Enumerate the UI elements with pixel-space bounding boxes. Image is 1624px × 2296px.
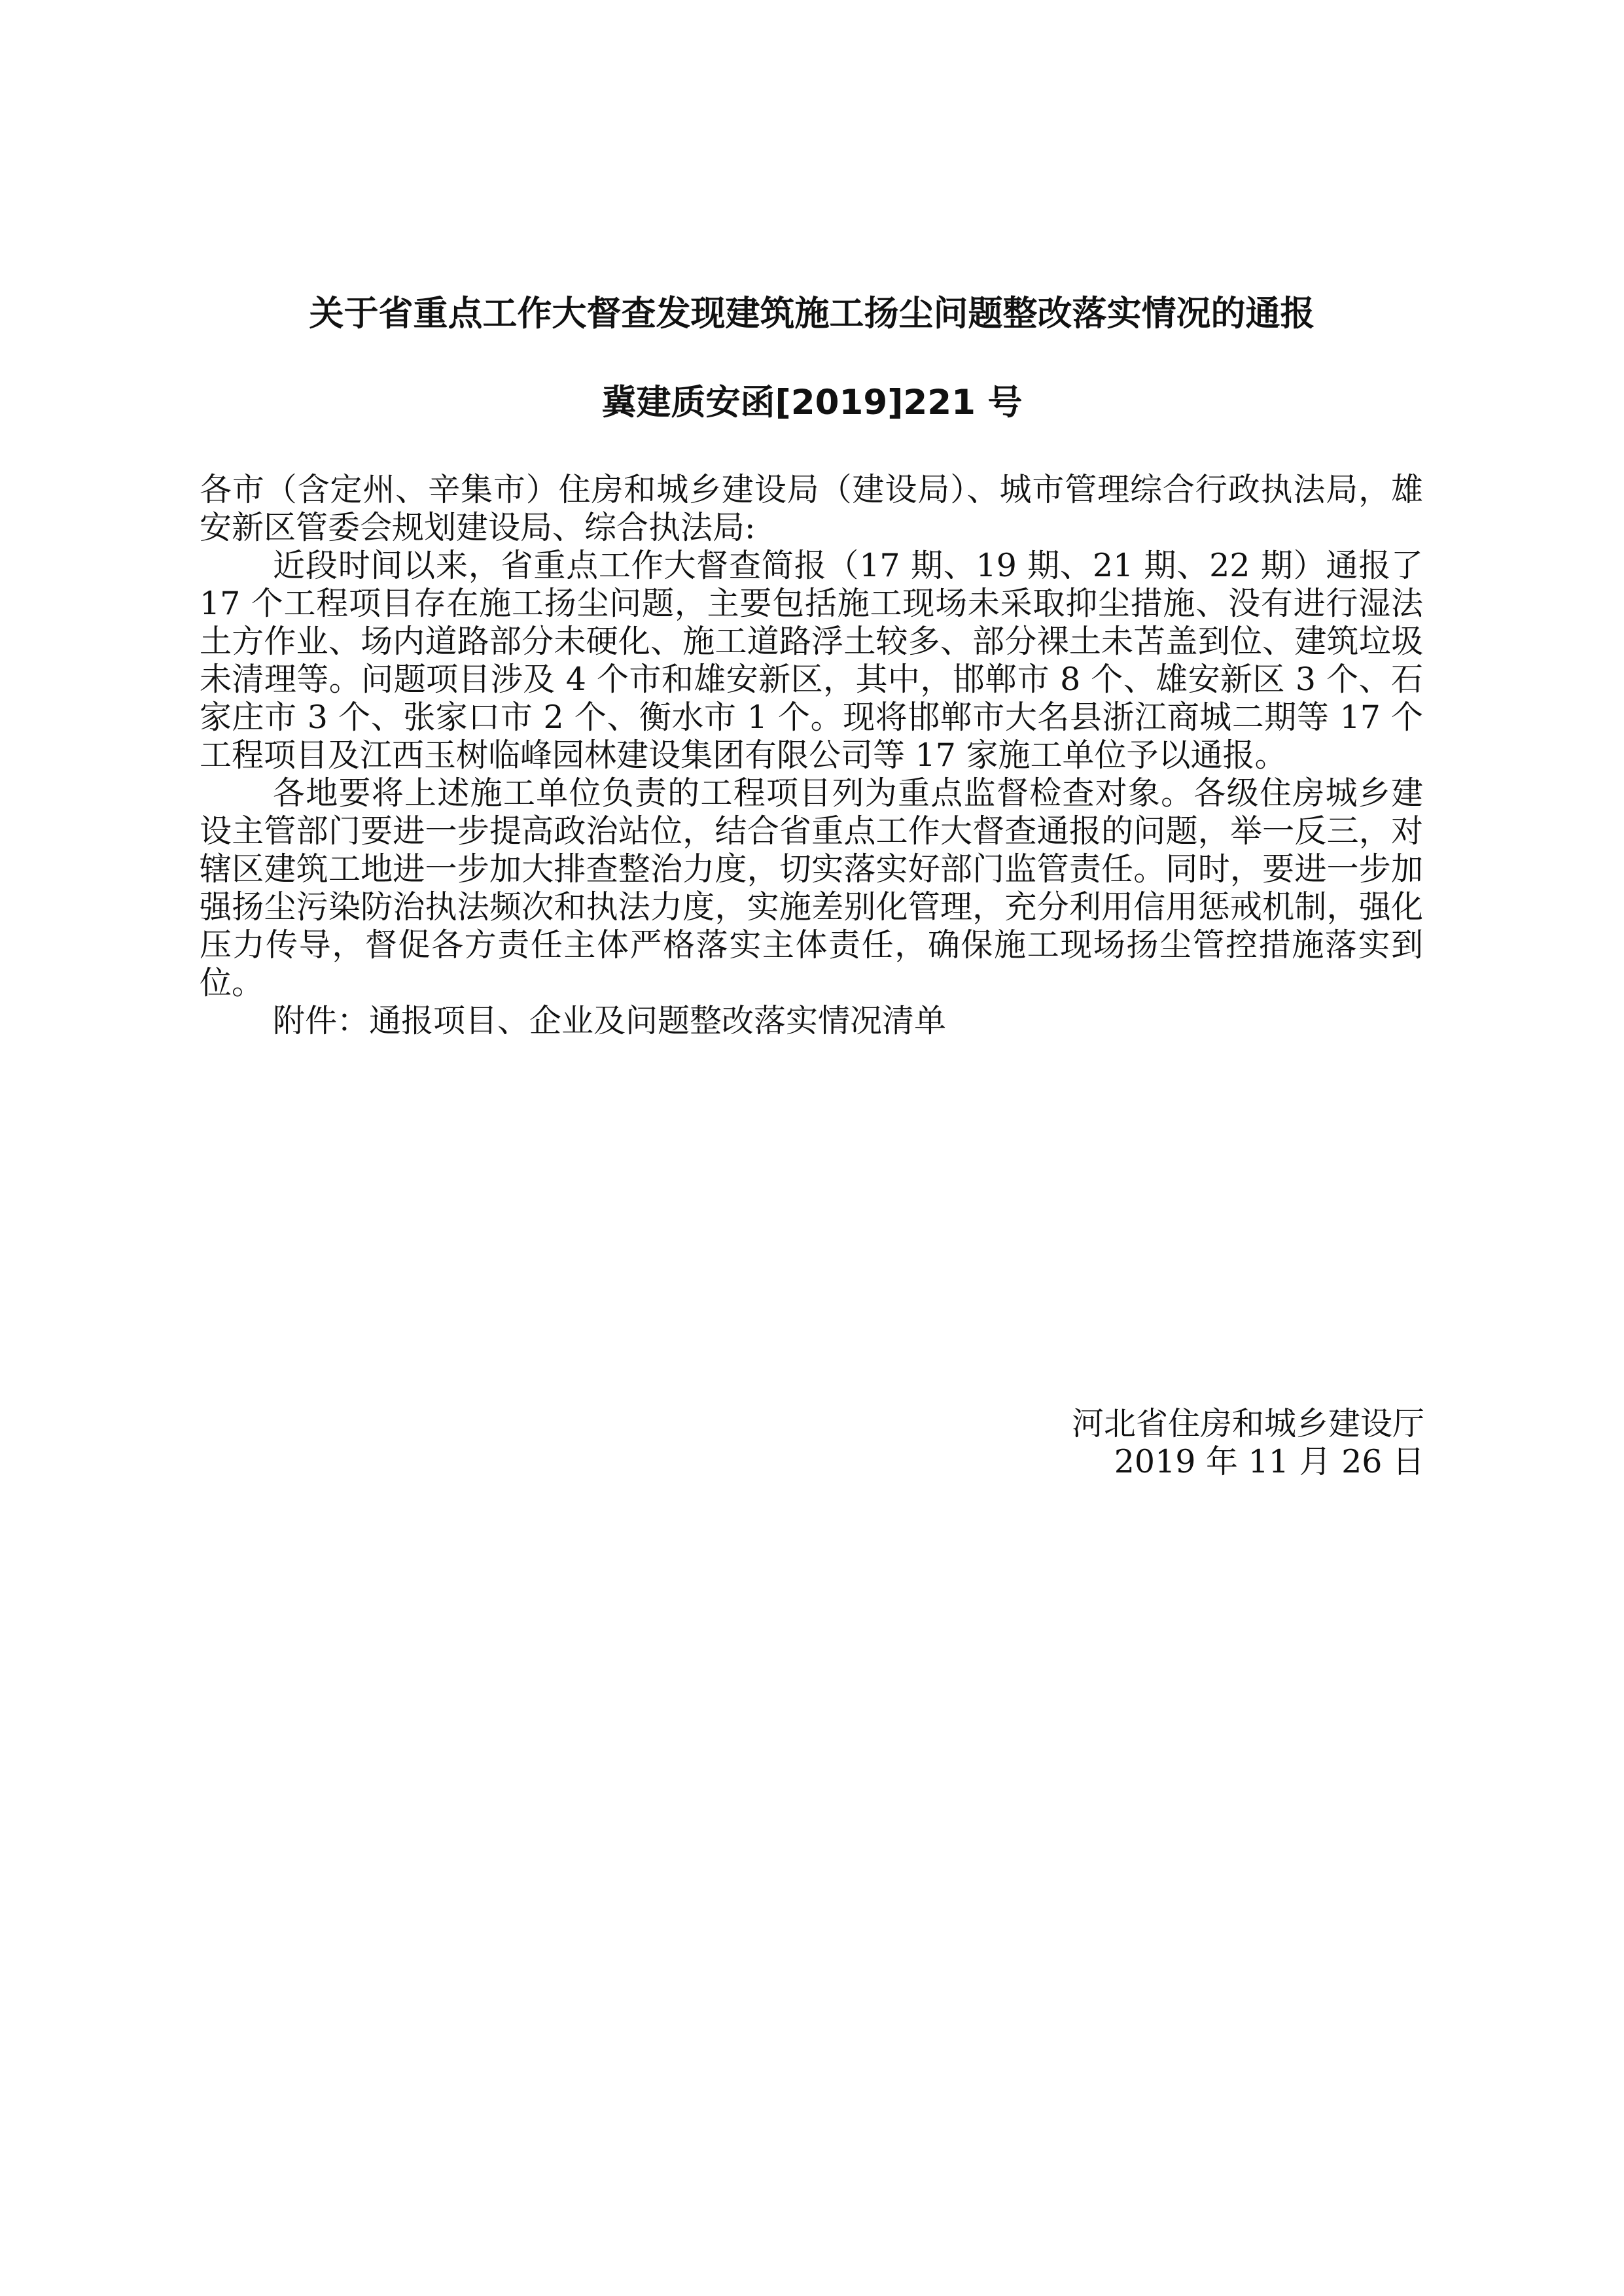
issue-date: 2019 年 11 月 26 日	[1114, 1443, 1424, 1480]
document-number: 冀建质安函[2019]221 号	[601, 383, 1023, 423]
document-body	[200, 471, 1423, 1040]
addressee: 各市（含定州、辛集市）住房和城乡建设局（建设局）、城市管理综合行政执法局，雄安新区管委会规划建设局、综合执法局:	[200, 471, 1423, 546]
attachment-note: 附件：通报项目、企业及问题整改落实情况清单	[273, 1002, 947, 1039]
body-paragraph-2: 各地要将上述施工单位负责的工程项目列为重点监督检查对象。各级住房城乡建设主管部门要进一步提高政治站位，结合省重点工作大督查通报的问题，举一反三，对辖区建筑工地进一步加大排查整治力度，切实落实好部门监管责任。同时，要进一步加强扬尘污染防治执法频次和执法力度，实施差别化管理，充分利用信用惩戒机制，强化压力传导，督促各方责任主体严格落实主体责任，确保施工现场扬尘管控措施落实到位。	[200, 774, 1423, 1001]
document-title: 关于省重点工作大督查发现建筑施工扬尘问题整改落实情况的通报	[309, 294, 1315, 334]
body-paragraph-1: 近段时间以来，省重点工作大督查简报（17 期、19 期、21 期、22 期）通报了 17 个工程项目存在施工扬尘问题，主要包括施工现场未采取抑尘措施、没有进行湿法土方作业、场内道路部分未硬化、施工道路浮土较多、部分裸土未苫盖到位、建筑垃圾未清理等。问题项目涉及 4 个市和雄安新区，其中，邯郸市 8 个、雄安新区 3 个、石家庄市 3 个、张家口市 2 个、衡水市 1 个。现将邯郸市大名县浙江商城二期等 17 个工程项目及江西玉树临峰园林建设集团有限公司等 17 家施工单位予以通报。	[200, 547, 1423, 774]
issuer-name: 河北省住房和城乡建设厅	[1071, 1405, 1424, 1442]
signature-block	[1072, 1405, 1424, 1481]
